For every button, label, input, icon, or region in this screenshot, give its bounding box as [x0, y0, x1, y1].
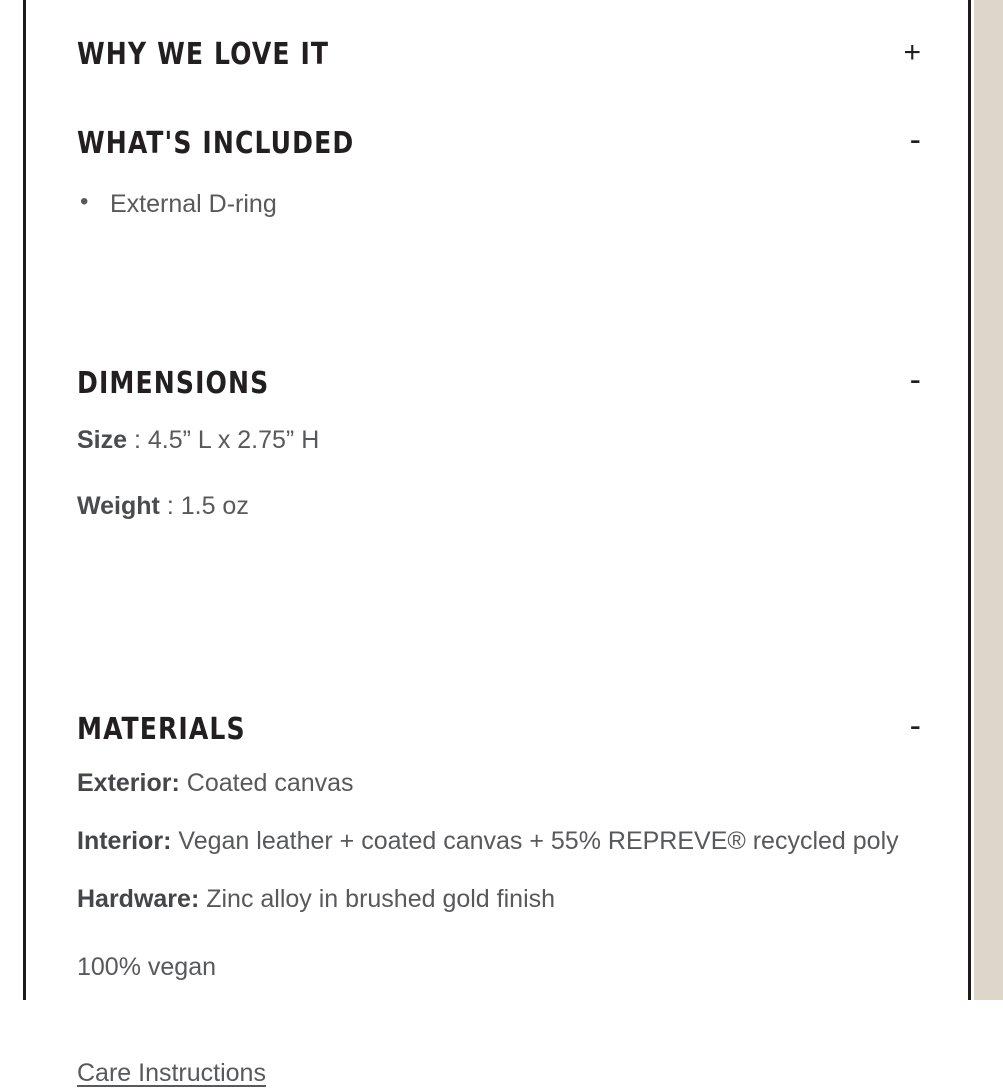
spec-label-size: Size: [77, 426, 128, 454]
accordion-title-why-we-love-it: WHY WE LOVE IT: [77, 37, 330, 72]
plus-icon[interactable]: +: [903, 36, 921, 69]
material-value-hardware: Zinc alloy in brushed gold finish: [206, 885, 556, 913]
accordion-header-whats-included[interactable]: [77, 121, 923, 161]
material-value-exterior: Coated canvas: [186, 769, 354, 797]
material-row-interior: [77, 819, 923, 863]
materials-note: 100% vegan: [77, 953, 217, 981]
material-label-exterior: Exterior:: [77, 769, 180, 797]
list-item: • External D-ring: [77, 187, 923, 221]
spec-row-weight: [77, 479, 923, 533]
accordion-header-dimensions[interactable]: [77, 361, 923, 401]
spec-label-weight: Weight: [77, 492, 160, 520]
page-edge-tan-strip: [974, 0, 1003, 1000]
material-row-exterior: [77, 761, 923, 805]
material-label-hardware: Hardware:: [77, 885, 200, 913]
spec-row-size: [77, 413, 923, 467]
product-details-content: [29, 0, 968, 1087]
accordion-header-materials[interactable]: [77, 707, 923, 747]
material-label-interior: Interior:: [77, 827, 172, 855]
minus-icon[interactable]: -: [909, 361, 921, 399]
spec-value-weight: : 1.5 oz: [166, 492, 249, 520]
accordion-title-whats-included: WHAT'S INCLUDED: [77, 126, 355, 161]
care-instructions-link[interactable]: Care Instructions: [77, 1059, 266, 1087]
page-right-frame-edge: [968, 0, 1000, 1000]
material-row-hardware: [77, 877, 923, 921]
material-value-interior: Vegan leather + coated canvas + 55% REPREVE® recycled poly: [178, 827, 899, 855]
page-left-frame-edge: [0, 0, 26, 1000]
minus-icon[interactable]: -: [909, 707, 921, 745]
accordion-title-materials: MATERIALS: [77, 712, 246, 747]
whats-included-list: [77, 187, 923, 221]
accordion-header-why-we-love-it[interactable]: [77, 38, 923, 72]
accordion-title-dimensions: DIMENSIONS: [77, 366, 270, 401]
spec-value-size: : 4.5” L x 2.75” H: [133, 426, 320, 454]
minus-icon[interactable]: -: [909, 121, 921, 159]
